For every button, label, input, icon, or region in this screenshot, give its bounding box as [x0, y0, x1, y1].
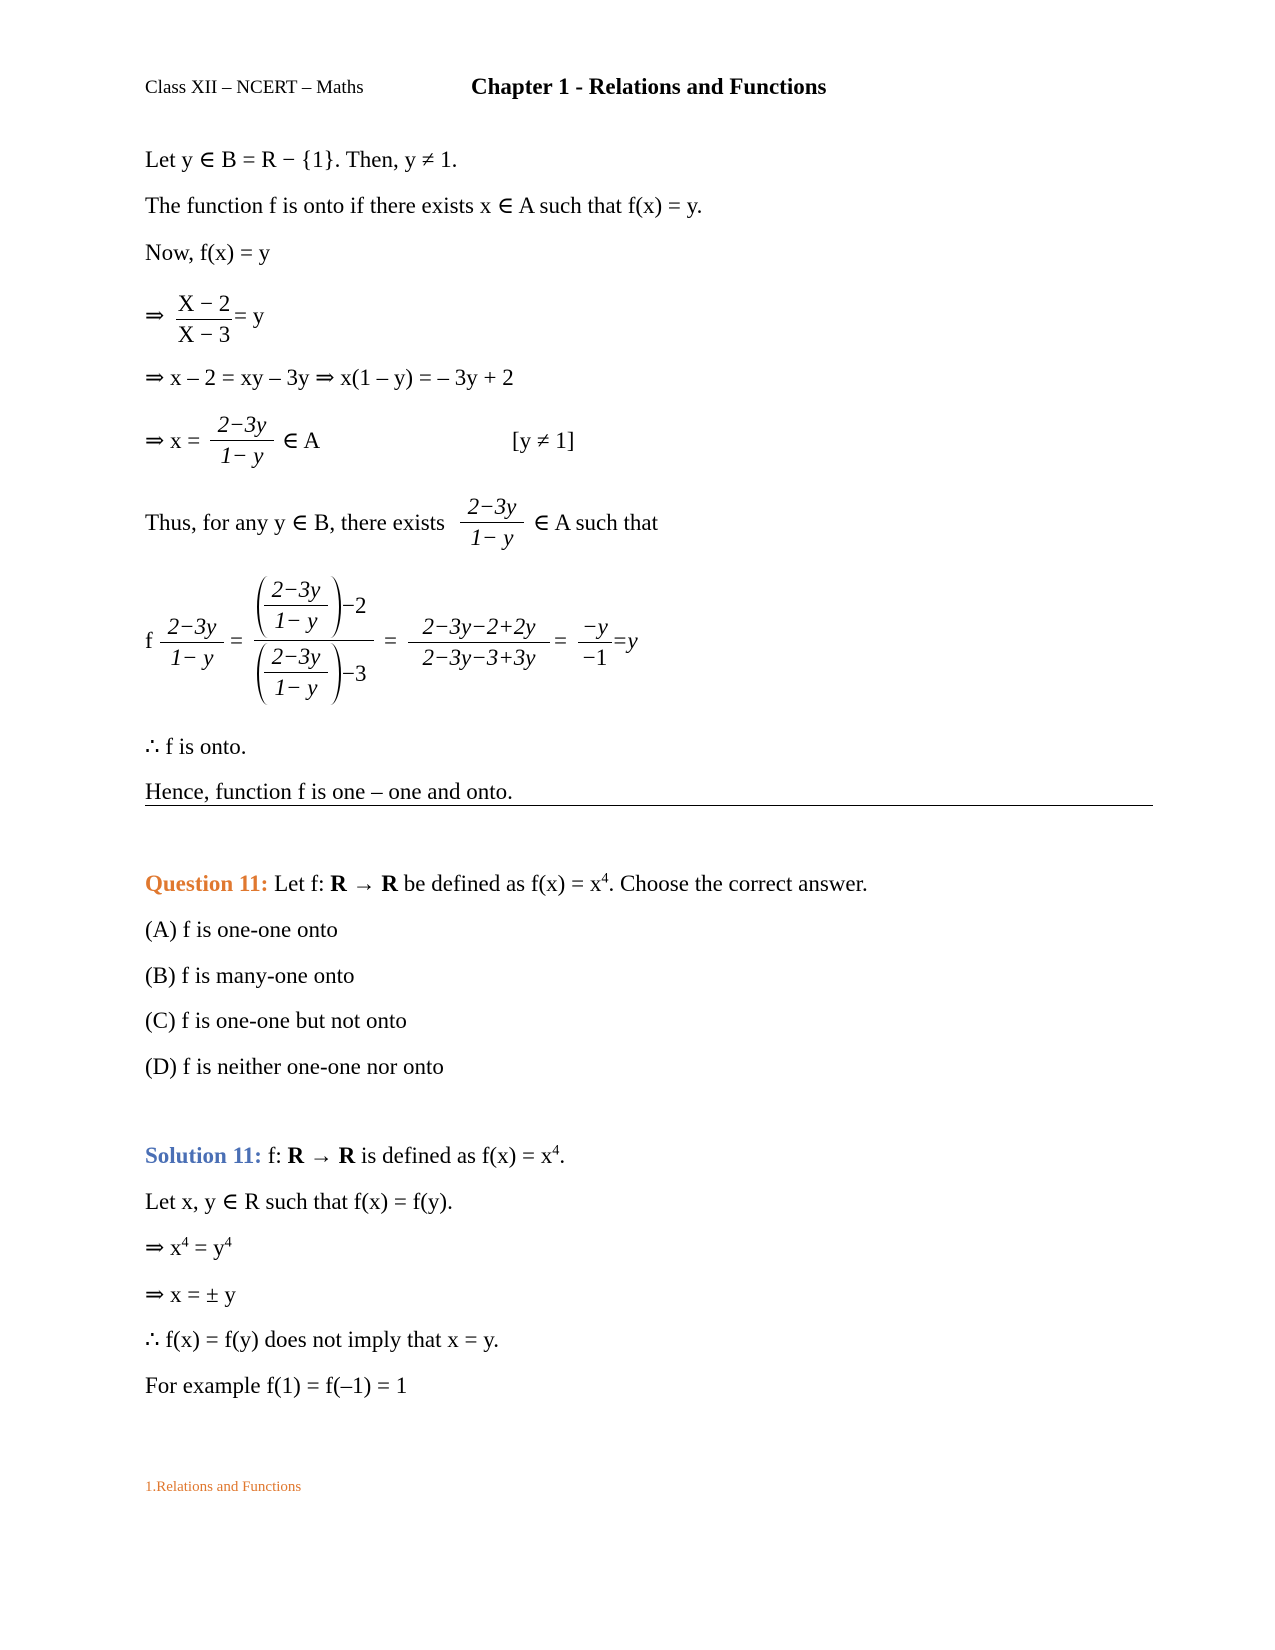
- fraction-numerator: 2−3y: [271, 577, 321, 602]
- text-line: Let y ∈ B = R − {1}. Then, y ≠ 1.: [145, 147, 458, 172]
- answer-option: (D) f is neither one-one nor onto: [145, 1054, 444, 1079]
- fraction-denominator: X − 3: [177, 322, 231, 347]
- page-footer: 1.Relations and Functions: [145, 1479, 302, 1495]
- fraction: [578, 612, 612, 673]
- fraction-denominator: 2−3y−3+3y: [422, 645, 536, 670]
- header-chapter-title: Chapter 1 - Relations and Functions: [471, 74, 827, 99]
- fraction-numerator: 2−3y: [467, 494, 517, 519]
- answer-option: (A) f is one-one onto: [145, 917, 338, 942]
- fraction-denominator: −1: [582, 645, 608, 670]
- text-line: ∈ A such that: [533, 510, 658, 535]
- text-line: The function f is onto if there exists x ∈ A such that f(x) = y.: [145, 193, 703, 218]
- fraction: [176, 289, 232, 350]
- fraction: [210, 410, 274, 471]
- fraction-denominator: 1− y: [470, 525, 514, 550]
- fraction: [160, 612, 224, 673]
- equation-text: −3: [342, 661, 367, 686]
- equation-text: ∈ A: [282, 428, 321, 453]
- equals-sign: =: [554, 628, 567, 653]
- fraction-denominator: 1− y: [274, 608, 318, 633]
- fraction-denominator: 1− y: [274, 675, 318, 700]
- fraction-numerator: 2−3y: [217, 412, 267, 437]
- equation-text: −2: [342, 593, 367, 618]
- fraction: [408, 612, 550, 673]
- equation-text: =y: [612, 628, 638, 653]
- condition-text: [y ≠ 1]: [512, 428, 575, 453]
- header-class-label: Class XII – NCERT – Maths: [145, 77, 364, 98]
- text-line: Hence, function f is one – one and onto.: [145, 779, 513, 804]
- solution-label: Solution 11:: [145, 1143, 262, 1168]
- solution-line: Solution 11: f: R → R is defined as $f(x) = x^4$.: [145, 1142, 566, 1168]
- compound-fraction-bar: [254, 640, 374, 641]
- fraction: [264, 642, 328, 703]
- fraction: [264, 575, 328, 636]
- implies-arrow: ⇒: [145, 303, 165, 328]
- fraction-numerator: −y: [582, 614, 608, 639]
- equals-sign: =: [230, 628, 243, 653]
- fraction-denominator: 1− y: [170, 645, 214, 670]
- section-divider: [145, 805, 1153, 806]
- fraction: [460, 492, 524, 553]
- fraction-numerator: 2−3y−2+2y: [422, 614, 536, 639]
- fraction-numerator: X − 2: [177, 291, 231, 316]
- text-line: ⇒ x – 2 = xy – 3y ⇒ x(1 – y) = – 3y + 2: [145, 365, 514, 390]
- text-line: Let x, y ∈ R such that f(x) = f(y).: [145, 1189, 453, 1214]
- text-line: ⇒ x = ± y: [145, 1282, 236, 1307]
- text-line: Thus, for any y ∈ B, there exists: [145, 510, 445, 535]
- equation-text: = y: [234, 303, 265, 328]
- fraction-numerator: 2−3y: [167, 614, 217, 639]
- answer-option: (C) f is one-one but not onto: [145, 1008, 407, 1033]
- text-line: ⇒ $x^4 = y^4$: [145, 1234, 232, 1260]
- fraction-numerator: 2−3y: [271, 644, 321, 669]
- answer-option: (B) f is many-one onto: [145, 963, 355, 988]
- function-label: f: [145, 628, 153, 653]
- equation-text: ⇒ x =: [145, 428, 201, 453]
- text-line: Now, f(x) = y: [145, 240, 271, 265]
- question-label: Question 11:: [145, 871, 269, 896]
- question-line: Question 11: Let f: R → R be defined as $f(x) = x^4$. Choose the correct answer.: [145, 870, 868, 896]
- fraction-denominator: 1− y: [220, 443, 264, 468]
- text-line: For example f(1) = f(–1) = 1: [145, 1373, 408, 1398]
- equals-sign: =: [384, 628, 397, 653]
- text-line: ∴ f(x) = f(y) does not imply that x = y.: [145, 1327, 499, 1352]
- text-line: ∴ f is onto.: [145, 734, 247, 759]
